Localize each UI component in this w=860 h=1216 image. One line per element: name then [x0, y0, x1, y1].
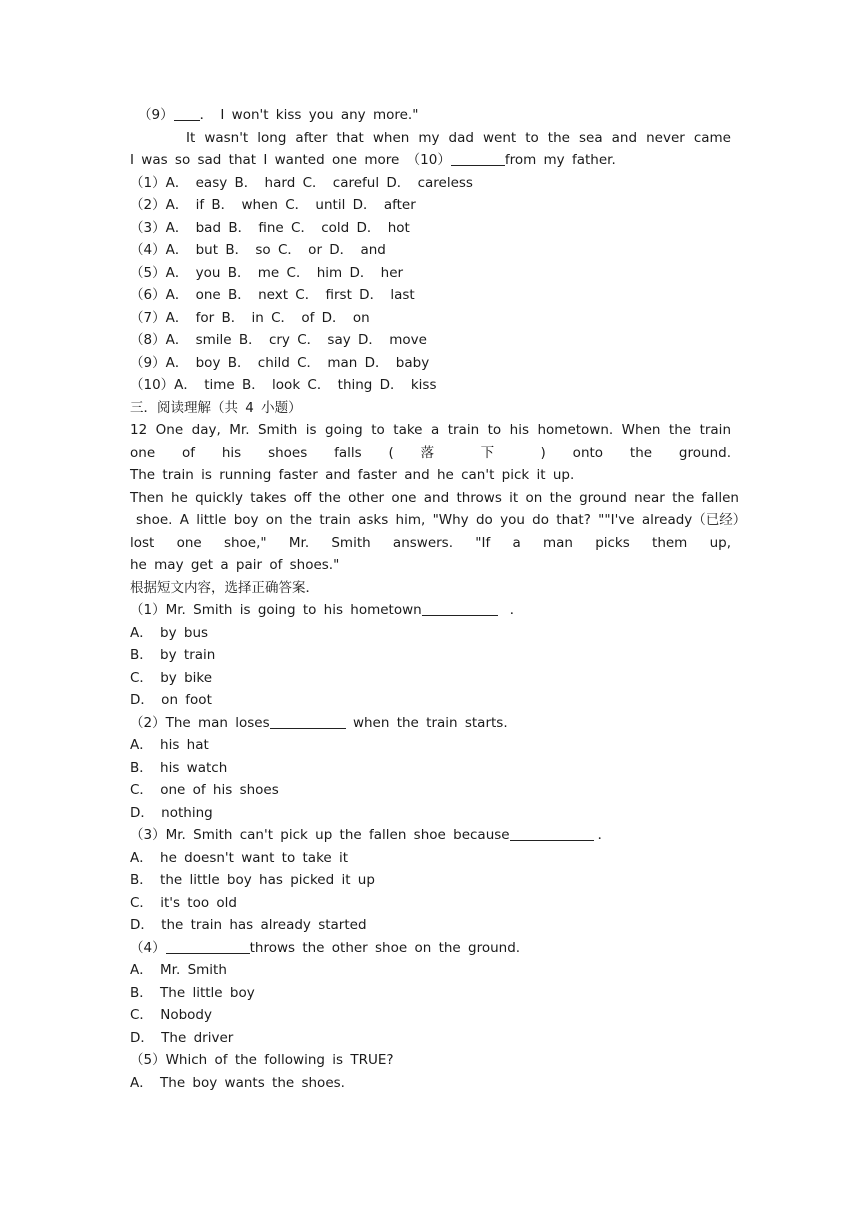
question-2-end: when the train starts.	[345, 714, 508, 731]
question-3-option-c: C． it's too old	[130, 894, 237, 911]
answer-blank	[451, 151, 505, 166]
question-2-option-b: B． his watch	[130, 759, 228, 776]
passage-line-3: The train is running faster and faster and he can't pick it up.	[130, 467, 575, 483]
question-4-stem: （4）	[130, 939, 166, 956]
question-4-option-c: C． Nobody	[130, 1007, 212, 1023]
cloze-option-8: （8）A． smile B． cry C． say D． move	[130, 332, 427, 348]
question-3	[130, 824, 731, 847]
cloze-option-5: （5）A． you B． me C． him D． her	[130, 264, 404, 281]
question-1-option-a: A． by bus	[130, 624, 209, 641]
question-1-option-c: C． by bike	[130, 669, 213, 686]
question-2-option-c: C． one of his shoes	[130, 782, 279, 798]
cloze-option-10: （10）A． time B． look C． thing D． kiss	[130, 377, 437, 393]
question-5-option-a: A． The boy wants the shoes.	[130, 1074, 345, 1091]
question-2-option-a: A． his hat	[130, 737, 209, 753]
passage-line-1: 12 One day, Mr. Smith is going to take a train to his hometown. When the train	[130, 422, 731, 438]
cloze-paragraph-line-2b: from my father.	[504, 152, 616, 168]
question-3-end: ．	[597, 827, 612, 843]
question-2-stem: （2）The man loses	[130, 714, 270, 731]
question-2-option-d: D． nothing	[130, 804, 213, 821]
passage-line-6: lost one shoe," Mr. Smith answers. "If a man picks them up,	[130, 534, 731, 551]
cloze-option-2: （2）A． if B． when C． until D． after	[130, 197, 416, 213]
question-3-option-b: B． the little boy has picked it up	[130, 872, 375, 888]
question-4-option-d: D． The driver	[130, 1029, 234, 1046]
passage-line-2: one of his shoes falls ( 落 下 ) onto the ground.	[130, 444, 731, 461]
question-4-option-b: B． The little boy	[130, 984, 255, 1001]
question-4-end: throws the other shoe on the ground.	[249, 939, 521, 956]
cloze-option-9: （9）A． boy B． child C． man D． baby	[130, 354, 430, 371]
answer-blank	[166, 939, 250, 954]
answer-blank	[422, 601, 498, 616]
question-3-stem: （3）Mr. Smith can't pick up the fallen shoe because	[130, 827, 510, 843]
question-1	[130, 599, 731, 622]
answer-blank	[174, 106, 200, 121]
question-3-option-d: D． the train has already started	[130, 917, 367, 933]
question-1-option-d: D． on foot	[130, 692, 212, 708]
section-heading: 三．阅读理解（共 4 小题）	[130, 399, 302, 416]
cloze-line-9-suffix: ． I won't kiss you any more."	[199, 107, 419, 123]
cloze-option-7: （7）A． for B． in C． of D． on	[130, 309, 370, 326]
instruction: 根据短文内容，选择正确答案．	[130, 579, 319, 596]
question-5: （5）Which of the following is TRUE?	[130, 1052, 394, 1068]
document-page	[130, 104, 747, 1094]
answer-blank	[270, 714, 346, 729]
passage-line-4: Then he quickly takes off the other one and throws it on the ground near the fallen	[130, 489, 739, 506]
cloze-option-1: （1）A． easy B． hard C． careful D． careless	[130, 174, 473, 191]
cloze-paragraph-line-2a: I was so sad that I wanted one more （10）	[130, 152, 451, 168]
cloze-option-4: （4）A． but B． so C． or D． and	[130, 242, 386, 258]
question-1-end: ．	[509, 602, 524, 618]
cloze-option-3: （3）A． bad B． fine C． cold D． hot	[130, 219, 410, 236]
question-2	[130, 712, 731, 735]
question-1-stem: （1）Mr. Smith is going to his hometown	[130, 602, 422, 618]
question-1-option-b: B． by train	[130, 647, 216, 663]
question-3-option-a: A． he doesn't want to take it	[130, 849, 349, 866]
passage-line-7: he may get a pair of shoes."	[130, 557, 340, 573]
cloze-line-9-prefix: （9）	[138, 107, 174, 123]
cloze-line-9	[130, 104, 731, 127]
passage-line-5: shoe. A little boy on the train asks him, "Why do you do that? ""I've already（已经）	[136, 512, 747, 528]
cloze-paragraph-line-1: It wasn't long after that when my dad went to the sea and never came	[186, 129, 731, 146]
answer-blank	[510, 826, 594, 841]
cloze-option-6: （6）A． one B． next C． first D． last	[130, 287, 415, 303]
cloze-paragraph-line-2	[130, 149, 731, 172]
question-4-option-a: A． Mr. Smith	[130, 962, 227, 978]
question-4	[130, 937, 731, 960]
